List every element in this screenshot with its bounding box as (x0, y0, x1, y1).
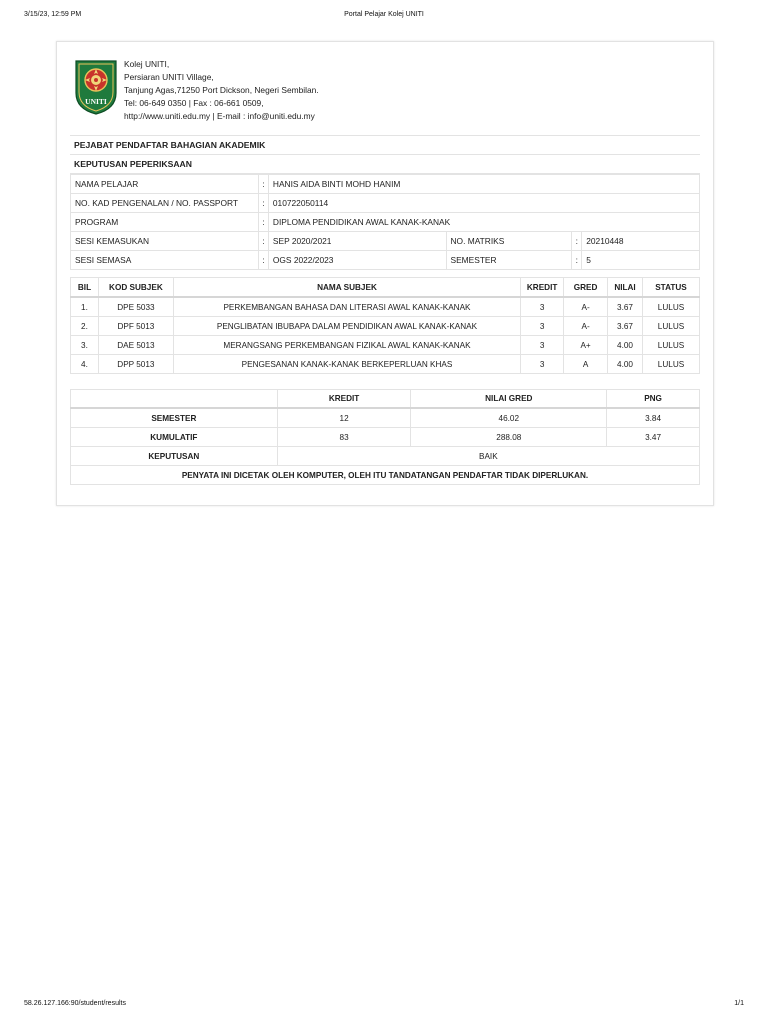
results-card-body (70, 42, 700, 485)
column-header-name: NAMA SUBJEK (173, 278, 520, 298)
subject-grade: A- (564, 317, 608, 336)
program-value: DIPLOMA PENDIDIKAN AWAL KANAK-KANAK (268, 213, 699, 232)
subject-credit: 3 (521, 297, 564, 317)
separator: : (258, 213, 268, 232)
address-line: Tanjung Agas,71250 Port Dickson, Negeri Sembilan. (124, 85, 319, 95)
subject-name: MERANGSANG PERKEMBANGAN FIZIKAL AWAL KANAK-KANAK (173, 336, 520, 355)
decision-heading: KEPUTUSAN PEPERIKSAAN (70, 155, 700, 174)
summary-header-credit: KREDIT (277, 390, 411, 409)
semester-grade-value: 46.02 (411, 408, 607, 428)
print-page-title: Portal Pelajar Kolej UNITI (344, 11, 424, 18)
subjects-table (70, 277, 700, 374)
column-header-grade: GRED (564, 278, 608, 298)
college-logo-text: UNITI (85, 97, 107, 106)
college-address (124, 58, 319, 123)
semester-value: 5 (582, 251, 700, 270)
subject-status: LULUS (643, 336, 700, 355)
results-card (56, 41, 714, 506)
summary-header-blank (71, 390, 278, 409)
student-ic-label: NO. KAD PENGENALAN / NO. PASSPORT (71, 194, 259, 213)
subject-code: DAE 5013 (98, 336, 173, 355)
session-value: OGS 2022/2023 (268, 251, 446, 270)
row-number: 1. (71, 297, 99, 317)
computer-generated-note: PENYATA INI DICETAK OLEH KOMPUTER, OLEH ITU TANDATANGAN PENDAFTAR TIDAK DIPERLUKAN. (71, 466, 700, 485)
program-label: PROGRAM (71, 213, 259, 232)
table-row (71, 355, 700, 374)
college-header (70, 42, 700, 136)
separator: : (572, 251, 582, 270)
student-name-row (71, 175, 700, 194)
intake-value: SEP 2020/2021 (268, 232, 446, 251)
subject-point: 3.67 (608, 317, 643, 336)
student-ic-value: 010722050114 (268, 194, 699, 213)
subject-status: LULUS (643, 355, 700, 374)
intake-label: SESI KEMASUKAN (71, 232, 259, 251)
cumulative-grade-value: 288.08 (411, 428, 607, 447)
semester-summary-label: SEMESTER (71, 408, 278, 428)
subject-point: 4.00 (608, 336, 643, 355)
separator: : (258, 232, 268, 251)
subject-credit: 3 (521, 336, 564, 355)
matric-label: NO. MATRIKS (446, 232, 572, 251)
subject-credit: 3 (521, 355, 564, 374)
subject-grade: A (564, 355, 608, 374)
result-label: KEPUTUSAN (71, 447, 278, 466)
subject-grade: A- (564, 297, 608, 317)
subject-code: DPP 5013 (98, 355, 173, 374)
student-name-value: HANIS AIDA BINTI MOHD HANIM (268, 175, 699, 194)
subject-status: LULUS (643, 297, 700, 317)
column-header-value: NILAI (608, 278, 643, 298)
print-url: 58.26.127.166:90/student/results (24, 1000, 126, 1007)
subject-point: 3.67 (608, 297, 643, 317)
address-line: Persiaran UNITI Village, (124, 72, 214, 82)
semester-label: SEMESTER (446, 251, 572, 270)
column-header-code: KOD SUBJEK (98, 278, 173, 298)
print-page-count: 1/1 (734, 1000, 744, 1007)
subject-grade: A+ (564, 336, 608, 355)
row-number: 2. (71, 317, 99, 336)
address-line: Tel: 06-649 0350 | Fax : 06-661 0509, (124, 98, 264, 108)
cumulative-png: 3.47 (607, 428, 700, 447)
student-info-table (70, 174, 700, 270)
matric-value: 20210448 (582, 232, 700, 251)
subject-credit: 3 (521, 317, 564, 336)
summary-header-png: PNG (607, 390, 700, 409)
print-datetime: 3/15/23, 12:59 PM (24, 11, 82, 18)
print-footer (24, 1000, 744, 1012)
separator: : (258, 194, 268, 213)
subject-name: PENGESANAN KANAK-KANAK BERKEPERLUAN KHAS (173, 355, 520, 374)
print-header (24, 11, 744, 23)
subject-name: PERKEMBANGAN BAHASA DAN LITERASI AWAL KANAK-KANAK (173, 297, 520, 317)
table-row (71, 317, 700, 336)
student-ic-row (71, 194, 700, 213)
row-number: 3. (71, 336, 99, 355)
cumulative-summary-label: KUMULATIF (71, 428, 278, 447)
separator: : (572, 232, 582, 251)
address-line: Kolej UNITI, (124, 59, 170, 69)
session-label: SESI SEMASA (71, 251, 259, 270)
result-value: BAIK (277, 447, 699, 466)
row-number: 4. (71, 355, 99, 374)
subjects-header-row (71, 278, 700, 298)
computer-generated-note-row (71, 466, 700, 485)
table-row (71, 297, 700, 317)
student-name-label: NAMA PELAJAR (71, 175, 259, 194)
semester-credit: 12 (277, 408, 411, 428)
college-logo-icon (74, 59, 118, 115)
address-line: http://www.uniti.edu.my | E-mail : info@uniti.edu.my (124, 111, 315, 121)
cumulative-summary-row (71, 428, 700, 447)
table-row (71, 336, 700, 355)
cumulative-credit: 83 (277, 428, 411, 447)
separator: : (258, 175, 268, 194)
subject-point: 4.00 (608, 355, 643, 374)
separator: : (258, 251, 268, 270)
office-heading: PEJABAT PENDAFTAR BAHAGIAN AKADEMIK (70, 136, 700, 155)
result-row (71, 447, 700, 466)
subject-code: DPF 5013 (98, 317, 173, 336)
summary-header-grade-value: NILAI GRED (411, 390, 607, 409)
summary-header-row (71, 390, 700, 409)
summary-table (70, 389, 700, 485)
student-intake-row (71, 232, 700, 251)
column-header-status: STATUS (643, 278, 700, 298)
student-session-row (71, 251, 700, 270)
column-header-bil: BIL (71, 278, 99, 298)
subject-status: LULUS (643, 317, 700, 336)
subject-code: DPE 5033 (98, 297, 173, 317)
column-header-credit: KREDIT (521, 278, 564, 298)
student-program-row (71, 213, 700, 232)
semester-png: 3.84 (607, 408, 700, 428)
subject-name: PENGLIBATAN IBUBAPA DALAM PENDIDIKAN AWAL KANAK-KANAK (173, 317, 520, 336)
semester-summary-row (71, 408, 700, 428)
